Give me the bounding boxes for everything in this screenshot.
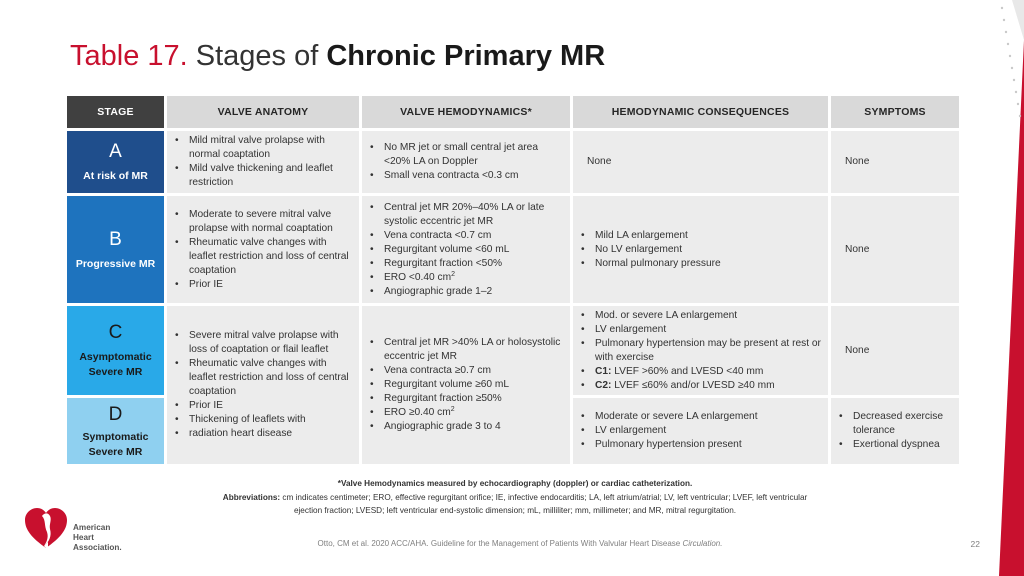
- consequences-d-cell: [573, 398, 828, 464]
- list-item: • Central jet MR 20%–40% LA or late systolic eccentric jet MR: [368, 201, 564, 229]
- title-bold: Chronic Primary MR: [326, 40, 606, 72]
- citation-journal: Circulation.: [682, 539, 723, 548]
- hemodynamics-b-cell: [362, 196, 570, 303]
- stage-label: Symptomatic Severe MR: [82, 430, 149, 458]
- list-item: • Moderate or severe LA enlargement: [579, 410, 822, 424]
- list-item: • Pulmonary hypertension present: [579, 438, 822, 452]
- anatomy-b-cell: [167, 196, 359, 303]
- stage-letter: D: [108, 403, 123, 425]
- title-prefix: Stages of: [195, 40, 319, 72]
- header-symptoms: SYMPTOMS: [831, 96, 959, 128]
- list-item: • Angiographic grade 3 to 4: [368, 420, 564, 434]
- abbreviations-text: cm indicates centimeter; ERO, effective regurgitant orifice; IE, infective endocarditis; LA, left atrium/atrial; LV, left ventricular; LVEF, left ventricular ejection fraction; LVESD; left ventricular end-systolic dimension; mL, milliliter; mm, millimeter; and MR, mitral regurgitation.: [282, 492, 808, 515]
- page-title: [70, 40, 605, 73]
- hemodynamics-cd-cell: [362, 306, 570, 464]
- page-number: 22: [970, 539, 980, 549]
- header-valve-anatomy: VALVE ANATOMY: [167, 96, 359, 128]
- list-item: • No LV enlargement: [579, 243, 822, 257]
- symptom-value: None: [845, 156, 870, 167]
- list-item: • Exertional dyspnea: [837, 438, 953, 452]
- symptom-value: None: [845, 243, 870, 255]
- list-item: • Mild mitral valve prolapse with normal coaptation: [173, 134, 353, 162]
- list-item: • Regurgitant volume ≥60 mL: [368, 378, 564, 392]
- list-item: [368, 406, 564, 420]
- stage-a-cell: [67, 131, 164, 193]
- consequences-a-cell: [573, 131, 828, 193]
- list-item: • Thickening of leaflets with: [173, 413, 353, 427]
- list-item: • Regurgitant volume <60 mL: [368, 243, 564, 257]
- logo-line: American: [73, 523, 111, 532]
- list-item: • LV enlargement: [579, 424, 822, 438]
- list-item: • Mild valve thickening and leaflet restriction: [173, 162, 353, 190]
- list-item: • Normal pulmonary pressure: [579, 257, 822, 271]
- list-item: • Mild LA enlargement: [579, 229, 822, 243]
- c2-text: LVEF ≤60% and/or LVESD ≥40 mm: [614, 379, 775, 391]
- list-item: [579, 365, 822, 379]
- list-item: • Rheumatic valve changes with leaflet restriction and loss of central coaptation: [173, 236, 353, 278]
- list-item: • Decreased exercise tolerance: [837, 410, 953, 438]
- stage-letter: B: [109, 228, 122, 250]
- abbreviations-label: Abbreviations:: [222, 492, 281, 502]
- consequences-b-cell: [573, 196, 828, 303]
- list-item: • Severe mitral valve prolapse with loss of coaptation or flail leaflet: [173, 329, 353, 357]
- c1-label: C1:: [595, 365, 612, 377]
- abbreviations: [220, 491, 810, 518]
- stage-c-cell: [67, 306, 164, 395]
- list-item: • Mod. or severe LA enlargement: [579, 309, 822, 323]
- table-footnote: [220, 477, 810, 518]
- footnote-line: *Valve Hemodynamics measured by echocardiography (doppler) or cardiac catheterization.: [337, 479, 693, 488]
- list-item: • radiation heart disease: [173, 427, 353, 441]
- list-item: • Rheumatic valve changes with leaflet restriction and loss of central coaptation: [173, 357, 353, 399]
- stage-label: At risk of MR: [83, 170, 148, 182]
- symptoms-a-cell: [831, 131, 959, 193]
- header-hemodynamic-consequences: HEMODYNAMIC CONSEQUENCES: [573, 96, 828, 128]
- stage-b-cell: [67, 196, 164, 303]
- list-item: [579, 379, 822, 393]
- list-item: • Central jet MR >40% LA or holosystolic eccentric jet MR: [368, 336, 564, 364]
- symptom-value: None: [845, 344, 870, 356]
- list-item: • Vena contracta ≥0.7 cm: [368, 364, 564, 378]
- list-item: • Prior IE: [173, 399, 353, 413]
- stage-label: Asymptomatic Severe MR: [79, 351, 152, 378]
- list-item: • Small vena contracta <0.3 cm: [368, 169, 564, 183]
- stage-letter: A: [109, 141, 122, 162]
- stage-letter: C: [108, 322, 123, 343]
- list-item: • Pulmonary hypertension may be present at rest or with exercise: [579, 337, 822, 365]
- header-valve-hemodynamics: VALVE HEMODYNAMICS*: [362, 96, 570, 128]
- list-item: • Angiographic grade 1–2: [368, 285, 564, 299]
- consequence-value: None: [587, 156, 612, 167]
- anatomy-a-cell: [167, 131, 359, 193]
- c2-label: C2:: [595, 379, 612, 391]
- ero-text: ERO ≥0.40 cm: [384, 407, 451, 418]
- c1-text: LVEF >60% and LVESD <40 mm: [614, 365, 764, 377]
- logo-line: Association.: [73, 543, 122, 552]
- anatomy-cd-cell: [167, 306, 359, 464]
- ero-text: ERO <0.40 cm: [384, 271, 452, 283]
- list-item: [368, 271, 564, 285]
- hemodynamics-a-cell: [362, 131, 570, 193]
- stages-table: [67, 96, 959, 466]
- superscript: 2: [450, 406, 455, 413]
- stage-d-cell: [67, 398, 164, 464]
- header-stage: STAGE: [67, 96, 164, 128]
- superscript: 2: [451, 270, 456, 278]
- citation-text: Otto, CM et al. 2020 ACC/AHA. Guideline for the Management of Patients With Valvular Heart Disease: [317, 539, 681, 548]
- list-item: • Prior IE: [173, 278, 353, 292]
- aha-logo-text: [73, 523, 122, 553]
- list-item: • Vena contracta <0.7 cm: [368, 229, 564, 243]
- list-item: • Regurgitant fraction <50%: [368, 257, 564, 271]
- list-item: • No MR jet or small central jet area <20% LA on Doppler: [368, 141, 564, 169]
- consequences-c-cell: [573, 306, 828, 395]
- citation: [280, 539, 760, 548]
- stage-label: Progressive MR: [75, 257, 156, 270]
- list-item: • Moderate to severe mitral valve prolapse with normal coaptation: [173, 208, 353, 236]
- list-item: • LV enlargement: [579, 323, 822, 337]
- symptoms-b-cell: [831, 196, 959, 303]
- list-item: • Regurgitant fraction ≥50%: [368, 392, 564, 406]
- table-number: Table 17.: [70, 40, 188, 72]
- logo-line: Heart: [73, 533, 94, 542]
- symptoms-c-cell: [831, 306, 959, 395]
- symptoms-d-cell: [831, 398, 959, 464]
